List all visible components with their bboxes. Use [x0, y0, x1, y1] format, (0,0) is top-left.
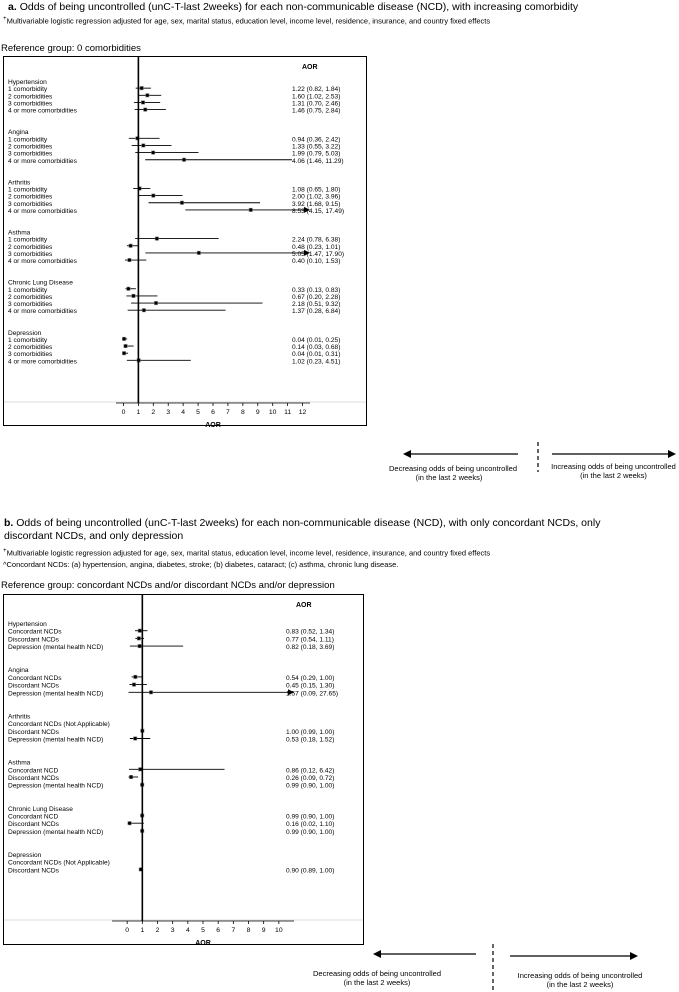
chart-b-x-tick-label: 4	[185, 927, 190, 934]
panel-b-title-prefix: b.	[4, 517, 14, 529]
chart-b-x-tick-label: 3	[170, 927, 175, 934]
panel-b-decrease-label	[312, 969, 442, 987]
chart-a-x-tick-label: 10	[268, 409, 277, 416]
chart-a-x-tick-label: 6	[211, 409, 215, 416]
chart-a-row-label: 2 comorbidities	[8, 93, 53, 101]
chart-b-estimate-text: 0.99 (0.90, 1.00)	[286, 813, 335, 821]
panel-b-increase-label	[500, 971, 660, 989]
chart-a-row-label: 1 comorbidity	[8, 186, 48, 194]
chart-b-point-estimate	[132, 683, 135, 686]
chart-a-x-tick-label: 2	[151, 409, 156, 416]
chart-a-x-tick-label: 11	[284, 409, 292, 416]
panel-a-reference-group: Reference group: 0 comorbidities	[1, 43, 141, 54]
panel-b-decrease-subtext: (in the last 2 weeks)	[343, 978, 411, 987]
chart-b-point-estimate	[138, 629, 141, 632]
chart-a-group-label: Asthma	[8, 229, 31, 237]
chart-b-row-label: Concordant NCDs	[8, 674, 62, 682]
chart-b-estimate-text: 0.82 (0.18, 3.69)	[286, 644, 335, 652]
panel-a-decrease-subtext: (in the last 2 weeks)	[415, 473, 483, 482]
chart-b-row-label: Discordant NCDs	[8, 775, 59, 782]
panel-b-reference-group: Reference group: concordant NCDs and/or discordant NCDs and/or depression	[1, 580, 335, 591]
panel-b-increase-text: Increasing odds of being uncontrolled	[517, 971, 643, 980]
chart-b-row-label: Depression (mental health NCD)	[8, 736, 104, 744]
chart-b-row-label: Depression (mental health NCD)	[8, 782, 104, 790]
chart-b-row-label: Discordant NCDs	[8, 636, 59, 644]
chart-a-estimate-text: 4.06 (1.46, 11.29)	[292, 157, 344, 165]
panel-b-footnote-text: Multivariable logistic regression adjusted for age, sex, marital status, education level, income level, residence, insurance, and country fixed effects	[6, 548, 491, 558]
panel-b-plot-frame	[3, 594, 364, 945]
chart-a-point-estimate	[154, 301, 157, 304]
chart-b-row-label: Depression (mental health NCD)	[8, 690, 104, 698]
chart-b-estimate-text: 0.16 (0.02, 1.10)	[286, 821, 335, 829]
chart-b-row-label: Discordant NCDs	[8, 867, 59, 875]
panel-a-footnote-text: Multivariable logistic regression adjusted for age, sex, marital status, education level, income level, residence, insurance, and country fixed effects	[6, 16, 491, 26]
chart-a-row-label: 2 comorbidities	[8, 344, 53, 352]
chart-b-row-label: Concordant NCD	[8, 813, 59, 821]
chart-a-point-estimate	[182, 158, 185, 161]
chart-a-x-tick-label: 5	[196, 409, 200, 416]
chart-b-group-label: Depression	[8, 852, 42, 859]
panel-b-title-text-2: discordant NCDs, and only depression	[4, 530, 184, 542]
chart-a-row-label: 3 comorbidities	[8, 301, 53, 309]
chart-a-row-label: 4 or more comorbidities	[8, 107, 77, 115]
panel-a-increase-subtext: (in the last 2 weeks)	[580, 471, 647, 480]
chart-a-point-estimate	[249, 208, 252, 211]
chart-b-row-label: Depression (mental health NCD)	[8, 644, 104, 652]
chart-a-point-estimate	[129, 244, 132, 247]
chart-a-point-estimate	[128, 258, 131, 261]
chart-b-estimate-text: 0.53 (0.18, 1.52)	[286, 736, 335, 744]
chart-a-estimate-text: 0.40 (0.10, 1.53)	[292, 258, 341, 266]
chart-a-row-label: 1 comorbidity	[8, 86, 48, 94]
chart-a-column-header: AOR	[302, 64, 318, 71]
chart-b-x-tick-label: 9	[261, 927, 266, 934]
chart-a-estimate-text: 1.46 (0.75, 2.84)	[292, 107, 341, 115]
panel-a-footnote-mark: +	[3, 15, 7, 22]
chart-a-estimate-text: 1.02 (0.23, 4.51)	[292, 358, 341, 366]
chart-a-row-label: 4 or more comorbidities	[8, 207, 77, 215]
chart-a-row-label: 4 or more comorbidities	[8, 308, 77, 316]
chart-b-estimate-text: 0.54 (0.29, 1.00)	[286, 674, 335, 682]
panel-a-increase-arrowhead	[668, 450, 676, 458]
chart-b-group-label: Asthma	[8, 759, 31, 767]
chart-a-point-estimate	[197, 251, 200, 254]
panel-b-decrease-text: Decreasing odds of being uncontrolled	[312, 969, 441, 978]
chart-b-row-label: Concordant NCDs (Not Applicable)	[8, 859, 110, 867]
chart-a-group-label: Angina	[8, 129, 29, 137]
chart-a-x-tick-label: 7	[226, 409, 230, 416]
chart-a-x-tick-label: 3	[166, 409, 171, 416]
chart-b-estimate-text: 1.00 (0.99, 1.00)	[286, 728, 335, 736]
chart-a-x-tick-label: 1	[136, 409, 141, 416]
chart-a-estimate-text: 0.67 (0.20, 2.28)	[292, 293, 341, 301]
chart-b-point-estimate	[137, 637, 140, 640]
chart-b-x-tick-label: 5	[201, 927, 205, 934]
chart-a-point-estimate	[132, 294, 135, 297]
chart-a-estimate-text: 1.31 (0.70, 2.46)	[292, 100, 341, 108]
chart-b-x-tick-label: 1	[140, 927, 145, 934]
panel-b-forest-plot	[4, 595, 363, 947]
panel-b-footnote-1	[3, 545, 490, 559]
chart-b-row-label: Concordant NCDs	[8, 628, 62, 636]
chart-a-estimate-text: 0.04 (0.01, 0.25)	[292, 336, 341, 344]
chart-a-row-label: 2 comorbidities	[8, 143, 53, 151]
panel-a-plot-frame	[3, 56, 367, 429]
panel-b-title-text-1: Odds of being uncontrolled (unC-T-last 2weeks) for each non-communicable disease (NCD), with only concordant NCDs, only	[16, 517, 601, 529]
chart-a-estimate-text: 1.99 (0.79, 5.03)	[292, 150, 341, 158]
chart-b-row-label: Discordant NCDs	[8, 682, 59, 690]
chart-a-point-estimate	[152, 151, 155, 154]
chart-b-point-estimate	[138, 645, 141, 648]
chart-a-point-estimate	[180, 201, 183, 204]
chart-a-estimate-text: 1.33 (0.55, 3.22)	[292, 143, 341, 151]
chart-a-estimate-text: 2.18 (0.51, 9.32)	[292, 301, 341, 309]
panel-b-increase-arrowhead	[630, 952, 638, 960]
chart-a-estimate-text: 1.22 (0.82, 1.84)	[292, 86, 341, 94]
panel-b-footnote-2: ^Concordant NCDs: (a) hypertension, angina, diabetes, stroke; (b) diabetes, cataract; (c) asthma, chronic lung disease.	[3, 559, 399, 569]
chart-b-group-label: Angina	[8, 667, 29, 675]
chart-a-point-estimate	[142, 309, 145, 312]
chart-b-estimate-text: 0.99 (0.90, 1.00)	[286, 782, 335, 790]
panel-a-decrease-arrowhead	[403, 450, 411, 458]
chart-b-x-tick-label: 6	[216, 927, 221, 934]
chart-a-point-estimate	[122, 337, 125, 340]
chart-a-row-label: 3 comorbidities	[8, 200, 53, 208]
chart-a-point-estimate	[141, 101, 144, 104]
chart-a-estimate-text: 0.14 (0.03, 0.68)	[292, 344, 341, 352]
panel-a-footnote	[3, 15, 490, 26]
chart-b-row-label: Discordant NCDs	[8, 821, 59, 829]
chart-b-group-label: Chronic Lung Disease	[8, 805, 73, 813]
chart-b-x-tick-label: 2	[155, 927, 160, 934]
chart-a-row-label: 1 comorbidity	[8, 136, 48, 144]
chart-a-estimate-text: 1.08 (0.65, 1.80)	[292, 186, 341, 194]
chart-a-estimate-text: 8.53 (4.15, 17.49)	[292, 207, 345, 215]
chart-a-point-estimate	[127, 287, 130, 290]
chart-a-row-label: 2 comorbidities	[8, 293, 53, 301]
chart-b-group-label: Hypertension	[8, 621, 47, 628]
chart-a-group-label: Hypertension	[8, 79, 47, 86]
chart-a-row-label: 4 or more comorbidities	[8, 258, 77, 266]
chart-a-point-estimate	[155, 237, 158, 240]
chart-a-point-estimate	[144, 108, 147, 111]
panel-b-decrease-arrowhead	[373, 950, 381, 958]
chart-a-x-tick-label: 8	[240, 409, 245, 416]
panel-b-footnotes	[3, 545, 490, 570]
chart-b-estimate-text: 0.86 (0.12, 6.42)	[286, 767, 335, 775]
chart-b-estimate-text: 0.90 (0.89, 1.00)	[286, 867, 335, 875]
chart-a-point-estimate	[152, 194, 155, 197]
chart-a-estimate-text: 1.60 (1.02, 2.53)	[292, 93, 341, 101]
chart-b-x-tick-label: 7	[231, 927, 236, 934]
chart-b-row-label: Concordant NCD	[8, 767, 59, 775]
chart-a-row-label: 4 or more comorbidities	[8, 157, 77, 165]
chart-b-estimate-text: 0.45 (0.15, 1.30)	[286, 682, 335, 690]
chart-b-row-label: Concordant NCDs (Not Applicable)	[8, 721, 110, 729]
chart-a-group-label: Chronic Lung Disease	[8, 279, 73, 287]
chart-a-estimate-text: 5.05 (1.47, 17.90)	[292, 250, 345, 258]
chart-a-point-estimate	[122, 352, 125, 355]
chart-a-estimate-text: 0.04 (0.01, 0.31)	[292, 351, 341, 359]
chart-b-x-tick-label: 10	[275, 927, 283, 934]
chart-a-point-estimate	[140, 87, 143, 90]
chart-a-row-label: 2 comorbidities	[8, 243, 53, 251]
panel-b-increase-subtext: (in the last 2 weeks)	[546, 980, 614, 989]
chart-a-row-label: 1 comorbidity	[8, 286, 48, 294]
panel-a-decrease-text: Decreasing odds of being uncontrolled	[389, 464, 518, 473]
chart-b-x-tick-label: 0	[125, 927, 130, 934]
panel-b-footnote-mark: +	[3, 547, 7, 554]
chart-a-row-label: 3 comorbidities	[8, 250, 53, 258]
chart-a-row-label: 4 or more comorbidities	[8, 358, 77, 366]
panel-b-title-line1	[4, 517, 600, 530]
chart-a-estimate-text: 0.33 (0.13, 0.83)	[292, 286, 341, 294]
chart-b-point-estimate	[128, 822, 131, 825]
chart-a-x-tick-label: 4	[181, 409, 186, 416]
chart-a-row-label: 3 comorbidities	[8, 100, 53, 108]
chart-a-estimate-text: 1.37 (0.28, 6.84)	[292, 308, 341, 316]
chart-b-estimate-text: 0.83 (0.52, 1.34)	[286, 628, 335, 636]
chart-b-x-axis-title: AOR	[195, 940, 211, 947]
chart-a-estimate-text: 0.48 (0.23, 1.01)	[292, 243, 341, 251]
chart-a-point-estimate	[142, 144, 145, 147]
chart-a-x-axis-title: AOR	[205, 422, 221, 429]
chart-b-estimate-text: 0.26 (0.09, 0.72)	[286, 775, 335, 782]
chart-a-row-label: 3 comorbidities	[8, 351, 53, 359]
chart-b-x-tick-label: 8	[246, 927, 251, 934]
panel-a-title-prefix: a.	[8, 1, 17, 13]
panel-b-title	[4, 517, 600, 543]
panel-a-increase-text: Increasing odds of being uncontrolled	[551, 462, 676, 471]
chart-a-group-label: Arthritis	[8, 179, 31, 187]
chart-a-row-label: 2 comorbidities	[8, 193, 53, 201]
chart-b-estimate-text: 0.77 (0.54, 1.11)	[286, 636, 334, 644]
chart-a-row-label: 1 comorbidity	[8, 336, 48, 344]
chart-a-estimate-text: 2.00 (1.02, 3.96)	[292, 193, 341, 201]
panel-a-increase-label	[548, 462, 679, 480]
chart-a-estimate-text: 0.94 (0.36, 2.42)	[292, 136, 341, 144]
panel-a-decrease-label	[389, 464, 518, 482]
chart-a-row-label: 1 comorbidity	[8, 236, 48, 244]
chart-a-point-estimate	[146, 94, 149, 97]
chart-b-point-estimate	[134, 675, 137, 678]
panel-a-title-text: Odds of being uncontrolled (unC-T-last 2weeks) for each non-communicable disease (NCD), with increasing comorbidity	[19, 1, 579, 13]
panel-a-title	[8, 1, 578, 13]
chart-b-group-label: Arthritis	[8, 713, 31, 721]
chart-a-x-tick-label: 0	[121, 409, 126, 416]
chart-b-point-estimate	[130, 775, 133, 778]
chart-a-point-estimate	[124, 344, 127, 347]
chart-b-estimate-text: 1.57 (0.09, 27.65)	[286, 690, 339, 698]
panel-a-forest-plot	[4, 57, 366, 429]
chart-b-point-estimate	[134, 737, 137, 740]
chart-a-estimate-text: 3.92 (1.68, 9.15)	[292, 200, 341, 208]
chart-b-row-label: Discordant NCDs	[8, 728, 59, 736]
chart-b-point-estimate	[149, 691, 152, 694]
chart-b-point-estimate	[139, 768, 142, 771]
chart-a-estimate-text: 2.24 (0.78, 6.38)	[292, 236, 341, 244]
chart-a-x-tick-label: 9	[255, 409, 260, 416]
chart-a-x-tick-label: 12	[298, 409, 307, 416]
chart-b-column-header: AOR	[296, 602, 312, 609]
chart-a-group-label: Depression	[8, 329, 42, 337]
chart-b-row-label: Depression (mental health NCD)	[8, 828, 104, 836]
chart-a-row-label: 3 comorbidities	[8, 150, 53, 158]
chart-b-estimate-text: 0.99 (0.90, 1.00)	[286, 828, 335, 836]
